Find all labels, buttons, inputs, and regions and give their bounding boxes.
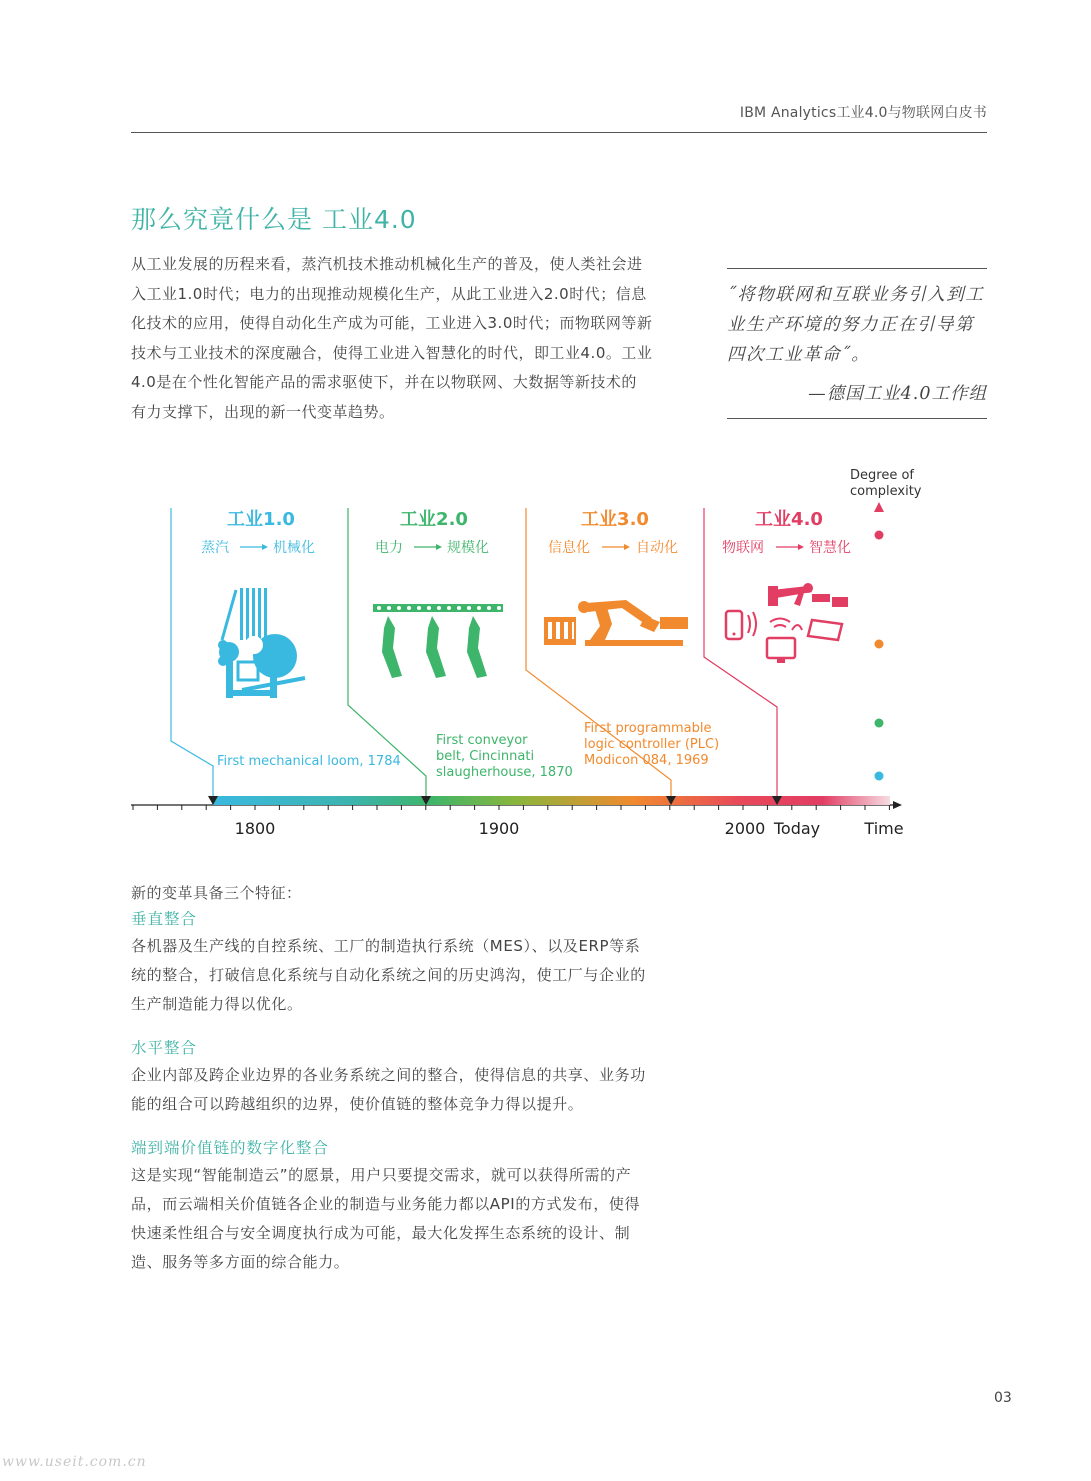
quote-source: —德国工业4.0工作组 — [808, 384, 987, 404]
feature-line: 快速柔性组合与安全调度执行成为可能，最大化发挥生态系统的设计、制 — [131, 1224, 631, 1242]
loom-icon — [218, 588, 305, 698]
intro-line: 技术与工业技术的深度融合，使得工业进入智慧化的时代，即工业4.0。工业 — [131, 343, 653, 362]
arrow-icon — [436, 544, 442, 550]
intro-line: 4.0是在个性化智能产品的需求驱使下，并在以物联网、大数据等新技术的 — [131, 373, 637, 391]
feature-line: 能的组合可以跨越组织的边界，使价值链的整体竞争力得以提升。 — [131, 1095, 584, 1113]
tick-label-1800: 1800 — [234, 819, 276, 838]
era4-title: 工业4.0 — [755, 509, 823, 530]
era4-to: 智慧化 — [809, 540, 851, 556]
quote-line: 四次工业革命˝。 — [727, 345, 871, 365]
era3-from: 信息化 — [548, 540, 590, 556]
era1-to: 机械化 — [273, 540, 315, 556]
feature-body-end-to-end — [131, 1161, 703, 1277]
era2-to: 规模化 — [447, 540, 489, 556]
feature-line: 这是实现“智能制造云”的愿景，用户只要提交需求，就可以获得所需的产 — [131, 1166, 632, 1184]
tick-label-today: Today — [773, 819, 821, 838]
intro-line: 从工业发展的历程来看，蒸汽机技术推动机械化生产的普及，使人类社会进 — [131, 255, 643, 273]
era3-event: First programmable — [584, 721, 712, 736]
era2-event: First conveyor — [436, 733, 528, 748]
tick-label-1900: 1900 — [478, 819, 520, 838]
arrow-icon — [262, 544, 268, 550]
arrow-icon — [798, 544, 804, 550]
era2-title: 工业2.0 — [400, 509, 468, 530]
feature-line: 生产制造能力得以优化。 — [131, 995, 303, 1013]
era2-from: 电力 — [375, 540, 403, 556]
intro-line: 化技术的应用，使得自动化生产成为可能，工业进入3.0时代；而物联网等新 — [131, 314, 653, 332]
feature-line: 各机器及生产线的自控系统、工厂的制造执行系统（MES）、以及ERP等系 — [131, 937, 641, 955]
quote-line: ˝将物联网和互联业务引入到工 — [727, 285, 985, 305]
era1-marker — [875, 772, 884, 781]
era2-marker — [875, 719, 884, 728]
feature-line: 品，而云端相关价值链各企业的制造与业务能力都以API的方式发布，使得 — [131, 1195, 641, 1213]
feature-title-end-to-end: 端到端价值链的数字化整合 — [131, 1139, 330, 1157]
intro-line: 有力支撑下，出现的新一代变革趋势。 — [131, 402, 395, 421]
arrow-right-icon — [893, 801, 902, 809]
section-title: 那么究竟什么是 工业4.0 — [131, 205, 417, 234]
feature-body-horizontal — [131, 1061, 703, 1119]
era2-event: slaugherhouse, 1870 — [436, 765, 573, 780]
era4-marker — [875, 531, 884, 540]
feature-title-vertical: 垂直整合 — [131, 910, 198, 928]
feature-line: 造、服务等多方面的综合能力。 — [131, 1253, 350, 1271]
feature-line: 统的整合，打破信息化系统与自动化系统之间的历史鸿沟，使工厂与企业的 — [131, 966, 646, 984]
header-title: IBM Analytics工业4.0与物联网白皮书 — [739, 105, 987, 121]
era2-event: belt, Cincinnati — [436, 749, 535, 764]
era3-marker — [875, 640, 884, 649]
quote-line: 业生产环境的努力正在引导第 — [727, 315, 974, 335]
feature-body-vertical — [131, 932, 703, 1019]
era3-to: 自动化 — [636, 540, 678, 556]
conveyor-icon — [373, 604, 503, 678]
time-axis-label: Time — [864, 819, 904, 838]
features-lead: 新的变革具备三个特征： — [131, 884, 302, 902]
iot-devices-icon — [726, 583, 848, 663]
y-axis-label: complexity — [850, 484, 922, 499]
feature-title-horizontal: 水平整合 — [131, 1039, 198, 1057]
robot-arm-icon — [544, 600, 688, 646]
intro-line: 入工业1.0时代；电力的出现推动规模化生产，从此工业进入2.0时代；信息 — [131, 284, 647, 303]
arrow-up-icon — [874, 502, 884, 512]
page-number: 03 — [994, 1390, 1012, 1406]
era3-event: Modicon 084, 1969 — [584, 753, 709, 768]
tick-label-2000: 2000 — [724, 819, 766, 838]
era3-event: logic controller (PLC) — [584, 737, 720, 752]
era4-from: 物联网 — [722, 540, 764, 556]
feature-line: 企业内部及跨企业边界的各业务系统之间的整合，使得信息的共享、业务功 — [131, 1066, 646, 1084]
era3-title: 工业3.0 — [581, 509, 649, 530]
y-axis-label: Degree of — [850, 468, 914, 483]
features-section — [131, 880, 703, 1293]
time-axis-ticks — [133, 805, 889, 810]
era1-event: First mechanical loom, 1784 — [217, 754, 401, 769]
era1-from: 蒸汽 — [201, 540, 229, 556]
arrow-icon — [624, 544, 630, 550]
watermark: www.useit.com.cn — [2, 1454, 147, 1470]
progress-gradient-bar — [213, 796, 890, 805]
era1-title: 工业1.0 — [227, 509, 295, 530]
